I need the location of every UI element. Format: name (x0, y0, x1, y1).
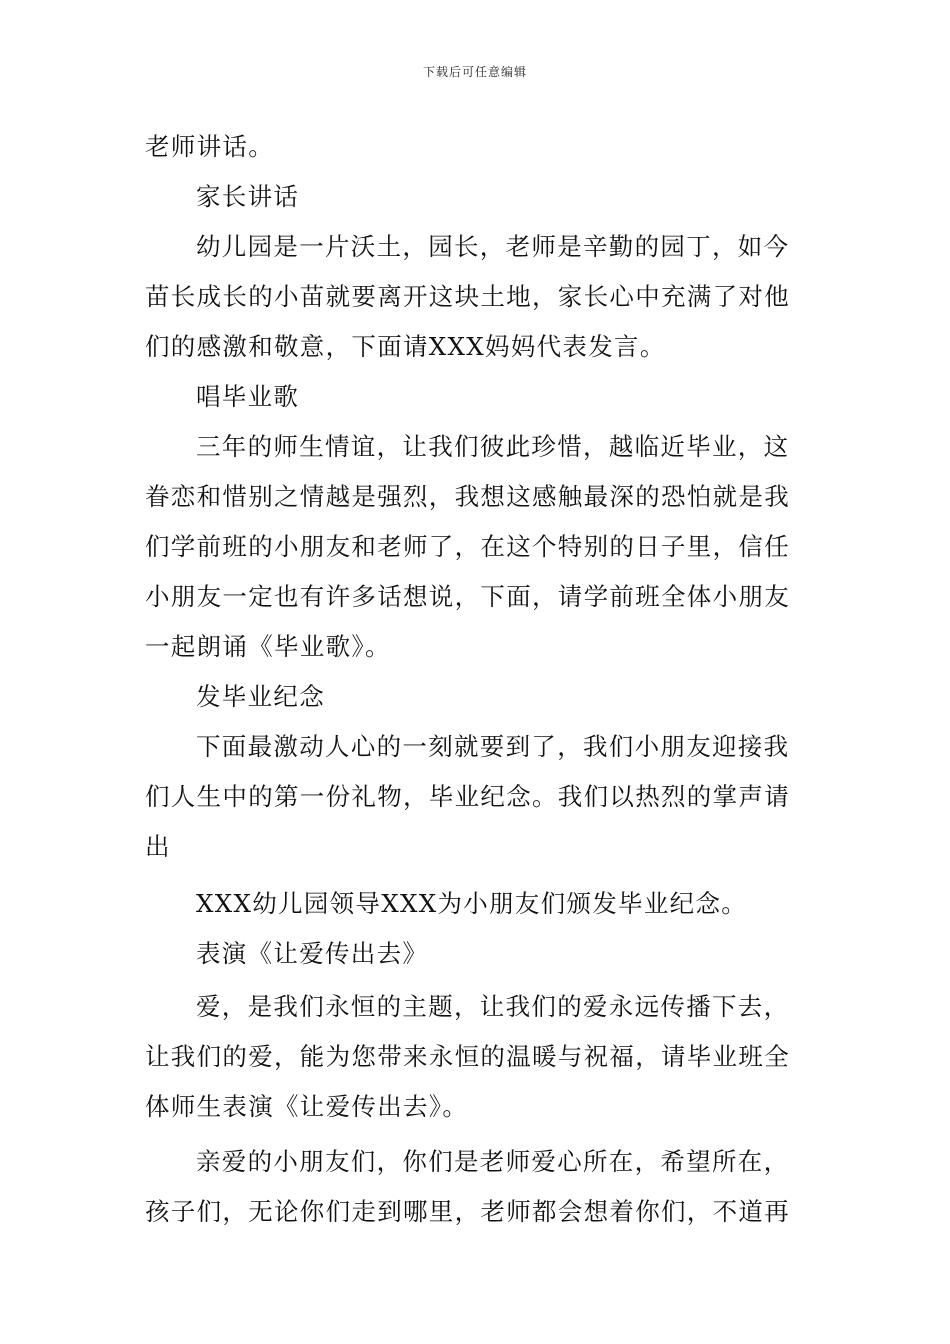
page-header: 下载后可任意编辑 (422, 65, 527, 79)
section-heading-performance: 表演《让爱传出去》 (196, 939, 429, 968)
section-heading-graduation-souvenir: 发毕业纪念 (196, 682, 325, 711)
paragraph-graduation-song: 三年的师生情谊，让我们彼此珍惜，越临近毕业，这眷恋和惜别之情越是强烈，我想这感触最深的恐怕就是我们学前班的小朋友和老师了，在这个特别的日子里，信任小朋友一定也有许多话想说，下面，请学前班全体小朋友一起朗诵《毕业歌》。 (145, 432, 790, 661)
paragraph-leader-presents: XXX幼儿园领导XXX为小朋友们颁发毕业纪念。 (196, 889, 748, 918)
section-heading-parent-speech: 家长讲话 (196, 182, 300, 211)
section-heading-graduation-song: 唱毕业歌 (196, 382, 300, 411)
paragraph-parent-speech: 幼儿园是一片沃土，园长，老师是辛勤的园丁，如今苗长成长的小苗就要离开这块土地，家长心中充满了对他们的感激和敬意，下面请XXX妈妈代表发言。 (145, 232, 790, 361)
paragraph-closing: 亲爱的小朋友们，你们是老师爱心所在，希望所在，孩子们，无论你们走到哪里，老师都会想着你们，不道再 (145, 1147, 790, 1226)
paragraph-graduation-souvenir: 下面最激动人心的一刻就要到了，我们小朋友迎接我们人生中的第一份礼物，毕业纪念。我们以热烈的掌声请出 (145, 732, 790, 861)
paragraph-teacher-speech: 老师讲话。 (145, 132, 274, 161)
paragraph-performance: 爱，是我们永恒的主题，让我们的爱永远传播下去，让我们的爱，能为您带来永恒的温暖与祝福，请毕业班全体师生表演《让爱传出去》。 (145, 992, 790, 1121)
document-body (145, 122, 810, 1237)
